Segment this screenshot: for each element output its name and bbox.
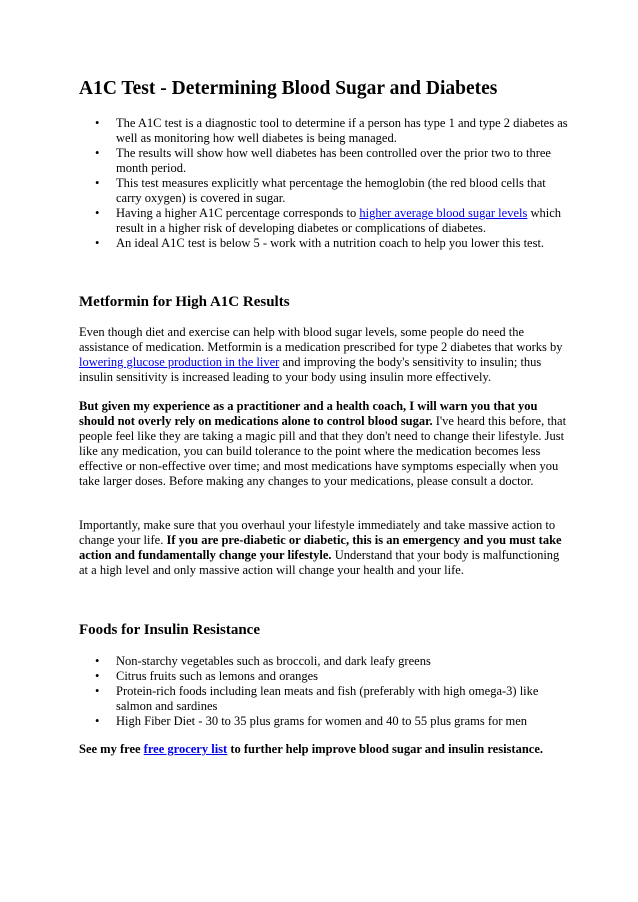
list-item-text: Protein-rich foods including lean meats and fish (preferably with high omega-3) like salmon and sardines <box>116 684 539 713</box>
paragraph-text: See my free <box>79 742 144 756</box>
list-item-text: This test measures explicitly what percentage the hemoglobin (the red blood cells that carry oxygen) is covered in sugar. <box>116 176 546 205</box>
list-item <box>79 669 569 684</box>
grocery-list-link[interactable]: free grocery list <box>143 742 228 756</box>
list-item-text: High Fiber Diet - 30 to 35 plus grams for women and 40 to 55 plus grams for men <box>116 714 528 728</box>
paragraph-text: and improving the body's sensitivity to insulin; thus insulin sensitivity is increased leading to your body using insulin more effectively. <box>79 355 542 384</box>
metformin-heading: Metformin for High A1C Results <box>79 294 290 310</box>
list-item-text: The A1C test is a diagnostic tool to determine if a person has type 1 and type 2 diabetes as well as monitoring how well diabetes is being managed. <box>116 116 568 145</box>
metformin-paragraph-1 <box>79 325 569 385</box>
list-item <box>79 714 569 729</box>
a1c-bullet-list <box>79 116 569 251</box>
list-item <box>79 236 569 251</box>
paragraph-text: to further help improve blood sugar and insulin resistance. <box>227 742 543 756</box>
grocery-list-cta <box>79 742 569 757</box>
glucose-production-link[interactable]: lowering glucose production in the liver <box>79 355 280 369</box>
paragraph-text: Even though diet and exercise can help with blood sugar levels, some people do need the assistance of medication. Metformin is a medication prescribed for type 2 diabetes that works by <box>79 325 563 354</box>
list-item <box>79 684 569 714</box>
warning-bold-text: But given my experience as a practitioner and a health coach, I will warn you that you should not overly rely on medications alone to control blood sugar. <box>79 399 538 428</box>
list-item-text: The results will show how well diabetes has been controlled over the prior two to three month period. <box>116 146 551 175</box>
blood-sugar-levels-link[interactable]: higher average blood sugar levels <box>359 206 528 220</box>
page-title: A1C Test - Determining Blood Sugar and Diabetes <box>79 78 498 99</box>
emergency-bold-text: If you are pre-diabetic or diabetic, this is an emergency and you must take action and fundamentally change your lifestyle. <box>79 533 562 562</box>
list-item-text: which result in a higher risk of developing diabetes or complications of diabetes. <box>116 206 562 235</box>
list-item <box>79 206 569 236</box>
paragraph-text: Importantly, make sure that you overhaul your lifestyle immediately and take massive action to change your life. <box>79 518 556 547</box>
metformin-paragraph-3 <box>79 518 569 578</box>
metformin-paragraph-2 <box>79 399 569 489</box>
paragraph-text: I've heard this before, that people feel like they are taking a magic pill and that they don't need to change their lifestyle. Just like any medication, you can build tolerance to the point where the medication becomes less effective or non-effective over time; and most medications have symptoms especially when you take larger doses. Before making any changes to your medications, please consult a doctor. <box>79 414 567 488</box>
list-item-text: An ideal A1C test is below 5 - work with a nutrition coach to help you lower this test. <box>116 236 545 250</box>
list-item-text: Non-starchy vegetables such as broccoli, and dark leafy greens <box>116 654 431 668</box>
paragraph-text: Understand that your body is malfunctioning at a high level and only massive action will change your health and your life. <box>79 548 560 577</box>
list-item-text: Having a higher A1C percentage corresponds to <box>116 206 360 220</box>
list-item <box>79 146 569 176</box>
list-item <box>79 116 569 146</box>
list-item-text: Citrus fruits such as lemons and oranges <box>116 669 319 683</box>
foods-heading: Foods for Insulin Resistance <box>79 622 260 638</box>
list-item <box>79 176 569 206</box>
list-item <box>79 654 569 669</box>
foods-bullet-list <box>79 654 569 729</box>
